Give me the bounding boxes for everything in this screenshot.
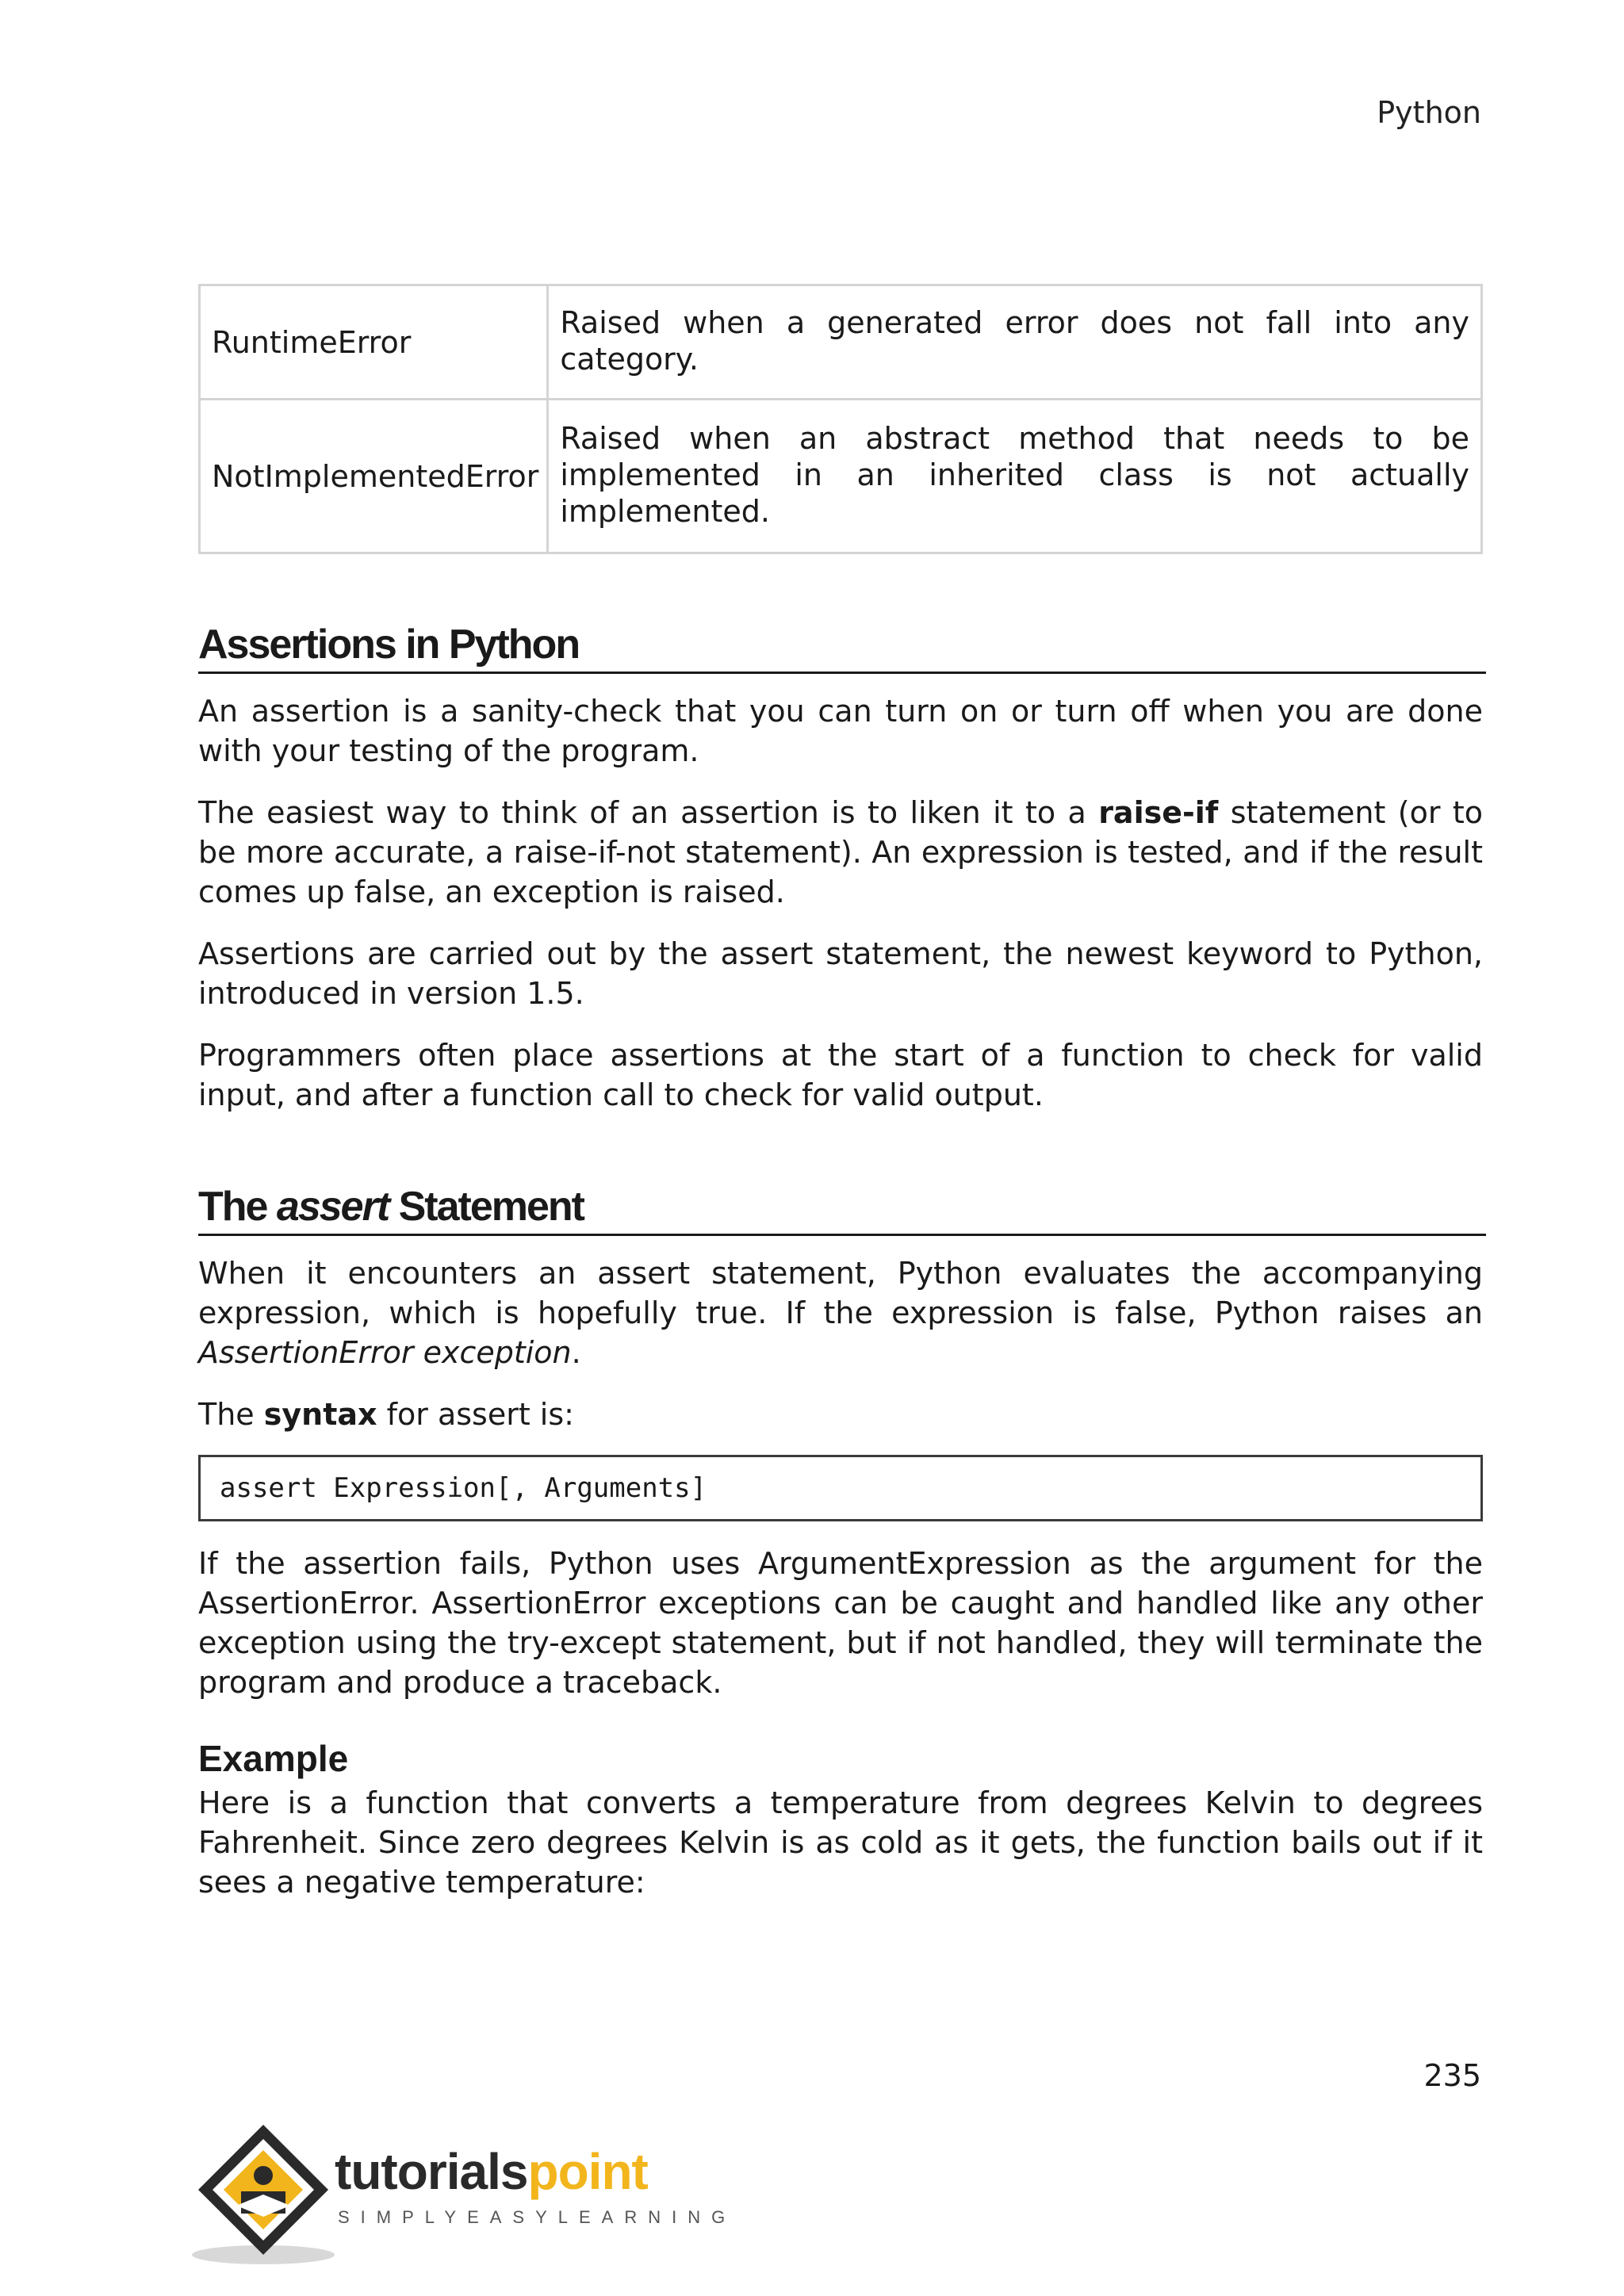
- heading-text: The: [198, 1184, 277, 1230]
- paragraph: Here is a function that converts a temperature from degrees Kelvin to degrees Fahrenheit. Since zero degrees Kelvin is as cold as it gets, the function bails out if it sees a negative temperature:: [198, 1785, 1483, 1900]
- code-block: [198, 1455, 1483, 1521]
- code-line: assert Expression[, Arguments]: [220, 1472, 707, 1504]
- logo-wordmark: [335, 2142, 648, 2201]
- paragraph: An assertion is a sanity-check that you can turn on or turn off when you are done with your testing of the program.: [198, 694, 1483, 768]
- exception-name: NotImplementedError: [200, 400, 548, 553]
- tutorialspoint-logo: [192, 2118, 737, 2269]
- text-run: The: [198, 1397, 264, 1432]
- text-run: statement (or to be more accurate, a raise-if-not statement). An expression is tested, and if the result comes up false, an exception is raised.: [198, 795, 1483, 909]
- page-number: 235: [1423, 2058, 1481, 2093]
- page-content: [198, 284, 1483, 1902]
- bold-term: raise-if: [1098, 795, 1219, 830]
- exception-description: Raised when an abstract method that needs to be implemented in an inherited class is not actually implemented.: [548, 400, 1482, 553]
- section-heading-assertions: Assertions in Python: [198, 621, 1486, 674]
- exceptions-table: [198, 284, 1483, 554]
- paragraph: Programmers often place assertions at the start of a function to check for valid input, and after a function call to check for valid output.: [198, 1038, 1483, 1112]
- paragraph: [198, 1395, 1483, 1434]
- bold-term: syntax: [263, 1397, 377, 1432]
- heading-text: Statement: [389, 1184, 584, 1230]
- logo-tagline: SIMPLYEASYLEARNING: [338, 2207, 737, 2227]
- example-heading: Example: [198, 1738, 349, 1779]
- running-header: Python: [1377, 95, 1481, 130]
- italic-term: AssertionError exception: [198, 1335, 572, 1370]
- logo-wordmark-part: tutorials: [335, 2143, 528, 2200]
- exception-description: Raised when a generated error does not fall into any category.: [548, 285, 1482, 400]
- text-run: for assert is:: [377, 1397, 574, 1432]
- paragraph: [198, 793, 1483, 912]
- text-run: The easiest way to think of an assertion is to liken it to a: [198, 795, 1099, 830]
- logo-wordmark-part: point: [527, 2143, 648, 2200]
- logo-diamond-icon: [192, 2118, 350, 2269]
- heading-italic-text: assert: [276, 1184, 389, 1230]
- paragraph: [198, 1253, 1483, 1372]
- section-heading-assert-statement: [198, 1183, 1486, 1236]
- paragraph: If the assertion fails, Python uses ArgumentExpression as the argument for the AssertionError. AssertionError exceptions can be caught and handled like any other exception using the try-except statement, but if not handled, they will terminate the program and produce a traceback.: [198, 1546, 1483, 1700]
- text-run: When it encounters an assert statement, Python evaluates the accompanying expression, which is hopefully true. If the expression is false, Python raises an: [198, 1256, 1483, 1330]
- paragraph: Assertions are carried out by the assert statement, the newest keyword to Python, introduced in version 1.5.: [198, 936, 1483, 1011]
- text-run: .: [571, 1335, 581, 1370]
- table-row: [200, 285, 1482, 400]
- table-row: [200, 400, 1482, 553]
- exception-name: RuntimeError: [200, 285, 548, 400]
